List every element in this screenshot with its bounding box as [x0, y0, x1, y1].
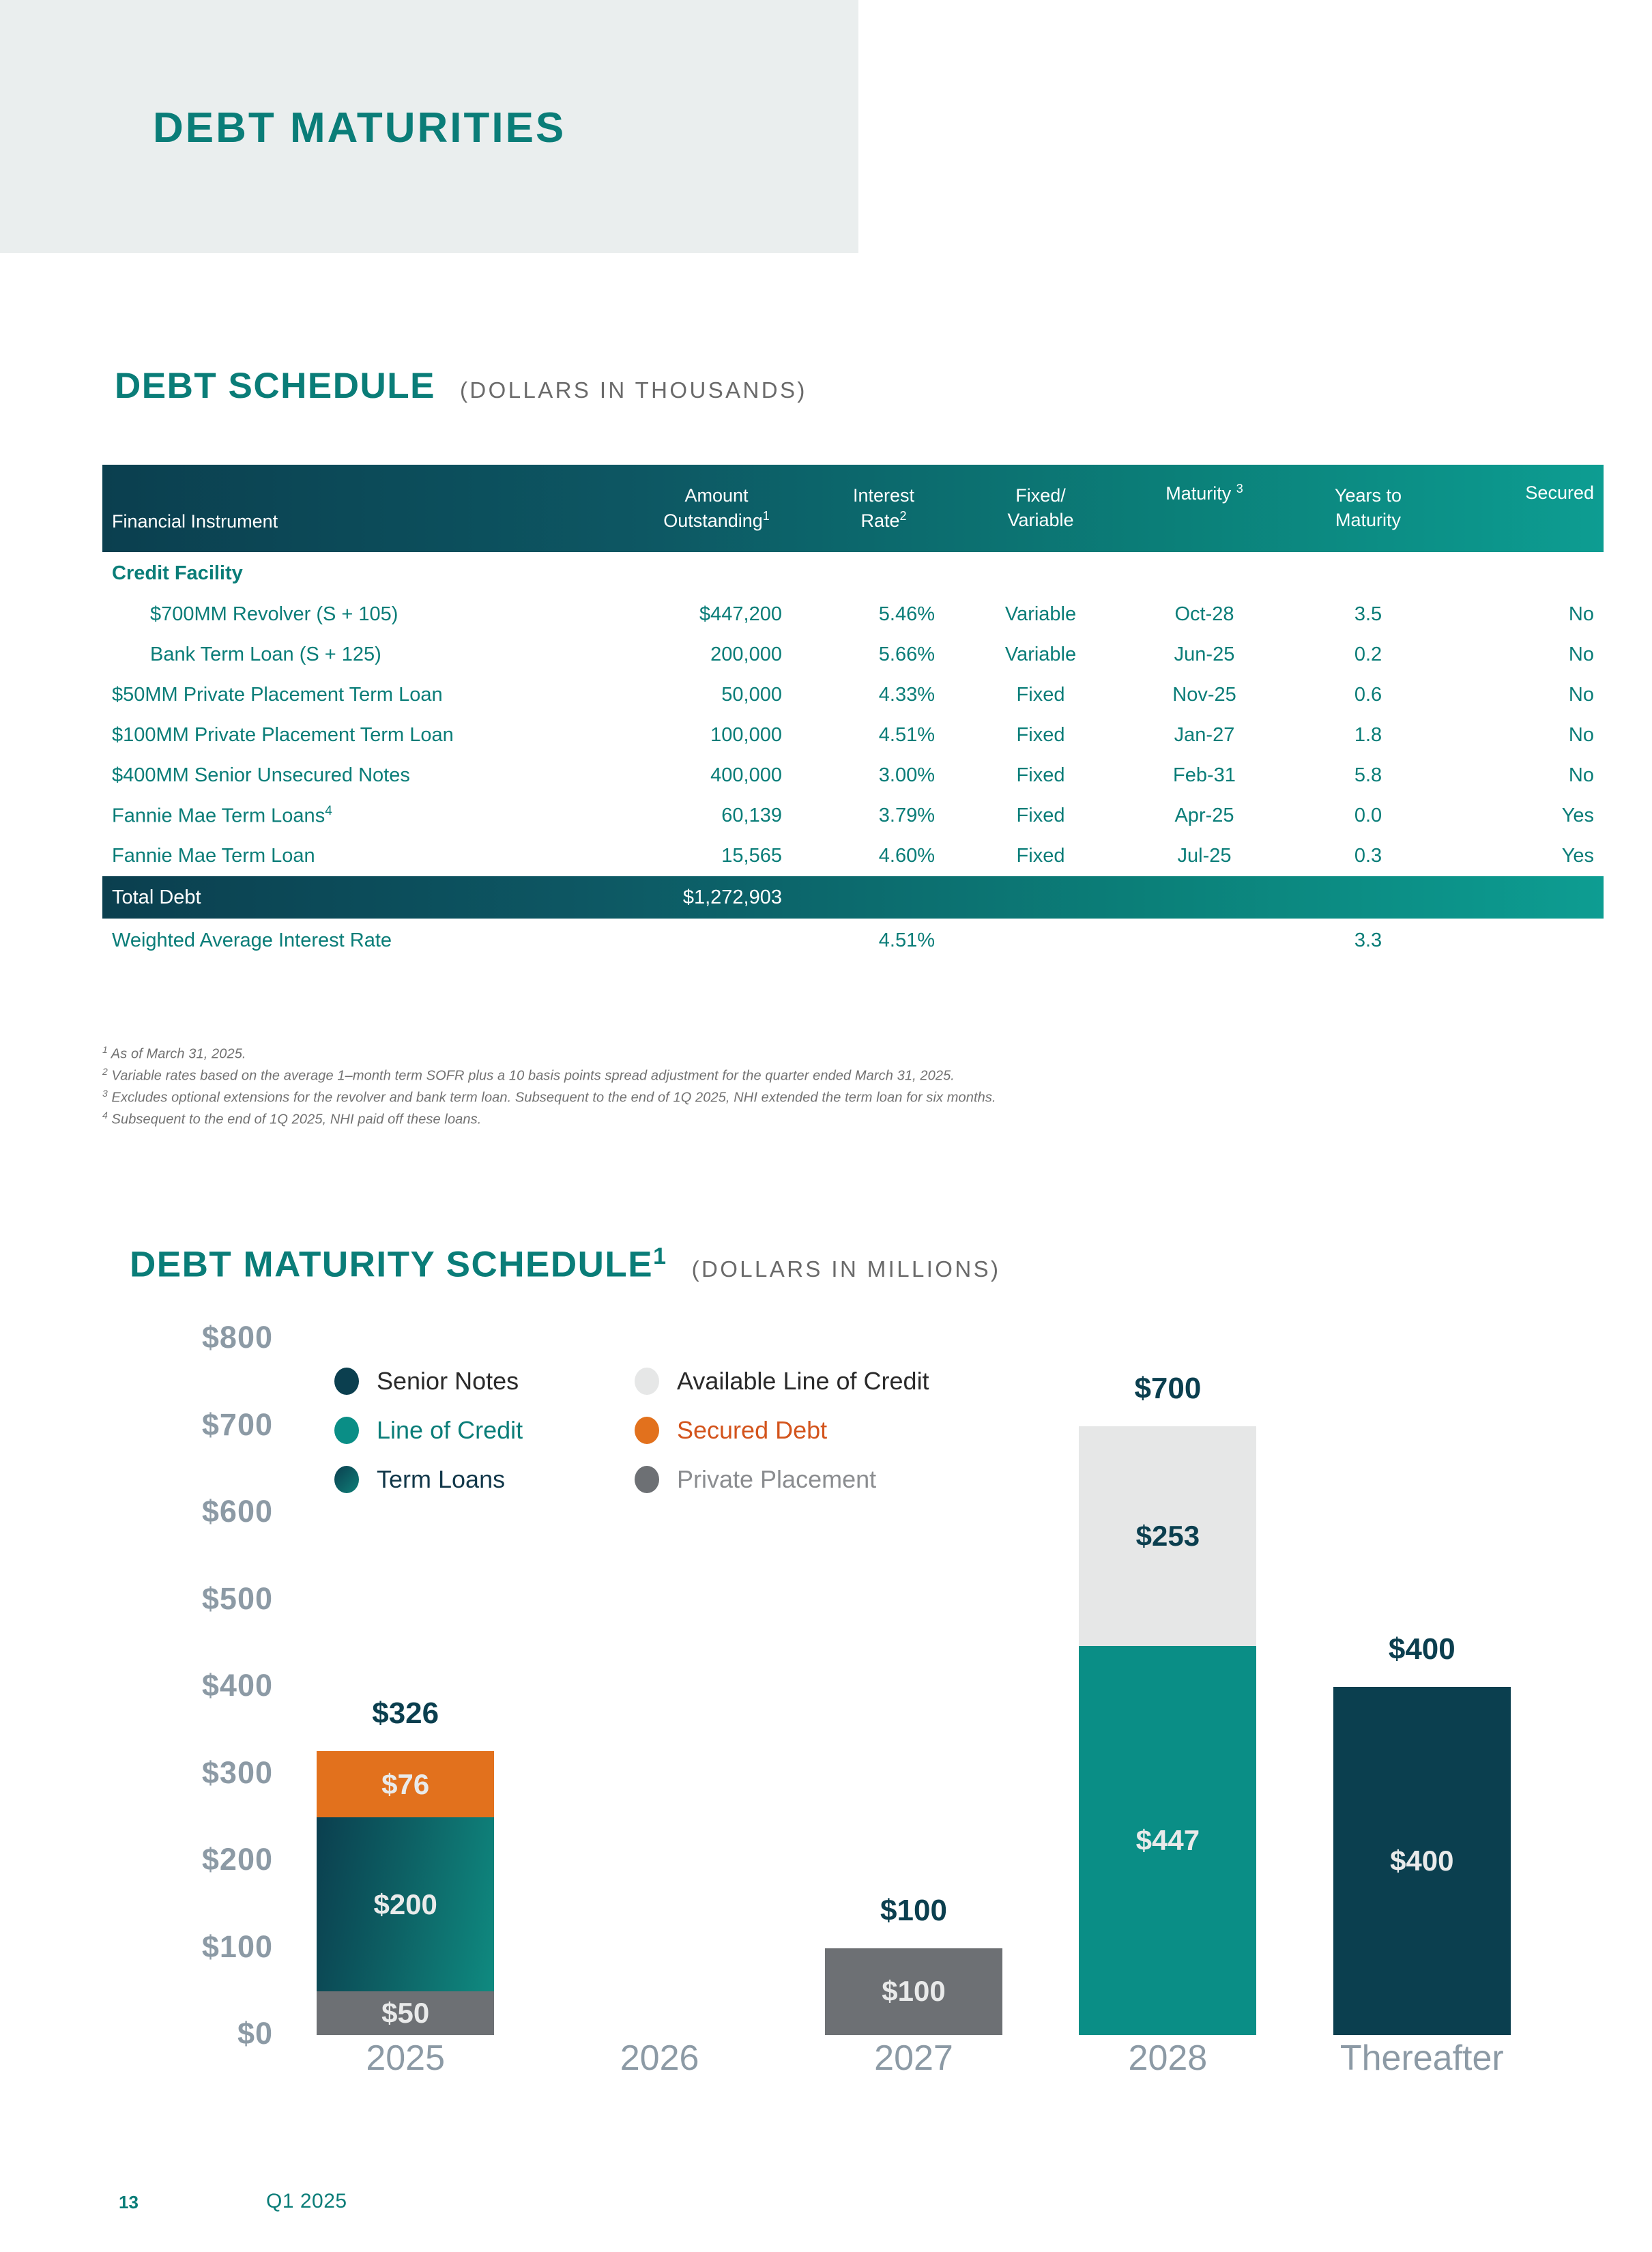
- title-band: [0, 0, 858, 253]
- cell-fixed-variable: Fixed: [1016, 805, 1065, 826]
- debt-maturity-units: (DOLLARS IN MILLIONS): [691, 1256, 1001, 1282]
- cell-years: 0.3: [1354, 845, 1382, 867]
- col-header-instrument: Financial Instrument: [112, 511, 278, 532]
- y-axis-tick: $600: [201, 1494, 273, 1529]
- bar-2025[interactable]: [317, 1751, 494, 2035]
- x-axis-tick-2026: 2026: [620, 2038, 699, 2078]
- cell-maturity: Nov-25: [1172, 684, 1236, 706]
- cell-fixed-variable: Fixed: [1016, 764, 1065, 786]
- debt-schedule-table: [102, 465, 1604, 962]
- cell-instrument: $50MM Private Placement Term Loan: [112, 684, 443, 706]
- x-axis-tick-2028: 2028: [1128, 2038, 1208, 2078]
- bar-segment-senior_notes: [1333, 1687, 1511, 2035]
- table-group-row: [102, 552, 1604, 594]
- debt-schedule-units: (DOLLARS IN THOUSANDS): [460, 377, 807, 403]
- col-header-secured: Secured: [1525, 482, 1594, 503]
- bar-segment-label: $50: [381, 1997, 430, 2030]
- cell-instrument: $400MM Senior Unsecured Notes: [112, 764, 410, 786]
- cell-rate: 3.79%: [878, 805, 935, 826]
- cell-years: 0.0: [1354, 805, 1382, 826]
- chart-y-axis: [102, 1320, 273, 2051]
- cell-maturity: Apr-25: [1174, 805, 1234, 826]
- bar-total-label-Thereafter: $400: [1388, 1632, 1455, 1666]
- cell-maturity: Jun-25: [1174, 644, 1235, 665]
- cell-secured: No: [1568, 644, 1594, 665]
- footnotes-block: [102, 1043, 1399, 1130]
- debt-maturity-title: DEBT MATURITY SCHEDULE$^1$: [130, 1243, 667, 1285]
- footer-page-number: 13: [119, 2192, 139, 2212]
- rate-footnote-ref: 2: [899, 508, 907, 523]
- cell-amount: 200,000: [710, 644, 782, 665]
- footnote-marker: 4: [102, 1110, 108, 1121]
- table-row: [102, 675, 1604, 715]
- bar-total-label-2028: $700: [1134, 1371, 1202, 1405]
- maturity-title-footnote-ref: 1: [653, 1243, 667, 1269]
- legend-label: Term Loans: [377, 1465, 506, 1493]
- cell-amount: $447,200: [699, 603, 782, 625]
- cell-rate: 4.33%: [878, 684, 935, 706]
- cell-amount: 50,000: [721, 684, 782, 706]
- cell-instrument: Fannie Mae Term Loans$^4$: [112, 804, 332, 827]
- bar-2027[interactable]: [825, 1948, 1002, 2036]
- footnote-marker: 3: [102, 1088, 108, 1099]
- maturity-footnote-ref: 3: [1236, 482, 1243, 495]
- table-row: [102, 836, 1604, 876]
- debt-maturity-chart: [102, 1320, 1549, 2102]
- y-axis-tick: $200: [201, 1842, 273, 1877]
- col-header-maturity: Maturity $^3$: [1165, 482, 1243, 504]
- total-label: Total Debt: [112, 886, 201, 908]
- bar-segment-line_of_credit: [1079, 1646, 1256, 2035]
- table-header: [102, 465, 1604, 552]
- footnote: $^3$ Excludes optional extensions for the revolver and bank term loan. Subsequent to the end of 1Q 2025, NHI extended the term loan for six months.: [102, 1088, 996, 1106]
- footer-period-label: Q1 2025: [266, 2190, 347, 2212]
- table-wavg-row: [102, 919, 1604, 962]
- debt-maturity-heading: [130, 1243, 1000, 1286]
- y-axis-tick: $0: [237, 2016, 273, 2051]
- cell-amount: 60,139: [721, 805, 782, 826]
- row-footnote-ref: 4: [325, 804, 332, 819]
- cell-maturity: Oct-28: [1174, 603, 1234, 625]
- cell-rate: 4.51%: [878, 724, 935, 746]
- table-total-row: [102, 876, 1604, 919]
- cell-years: 3.5: [1354, 603, 1382, 625]
- legend-label: Secured Debt: [677, 1416, 828, 1444]
- bar-segment-label: $76: [381, 1767, 430, 1800]
- bar-2028[interactable]: [1079, 1426, 1256, 2036]
- legend-label: Line of Credit: [377, 1416, 523, 1444]
- cell-years: 0.6: [1354, 684, 1382, 706]
- group-label: Credit Facility: [112, 562, 243, 584]
- bar-segment-label: $400: [1390, 1845, 1454, 1877]
- legend-label: Private Placement: [677, 1465, 877, 1493]
- cell-instrument: Bank Term Loan (S + 125): [150, 644, 381, 665]
- footnote: $^1$ As of March 31, 2025.: [102, 1044, 246, 1062]
- slide-title: DEBT MATURITIES: [153, 104, 566, 151]
- bar-segment-private_place: [317, 1991, 494, 2035]
- cell-instrument: $700MM Revolver (S + 105): [150, 603, 398, 625]
- bar-segment-label: $200: [373, 1888, 437, 1920]
- cell-maturity: Feb-31: [1173, 764, 1236, 786]
- col-header-years-to-maturity: Years to Maturity: [1334, 485, 1402, 530]
- footnote-marker: 2: [102, 1066, 108, 1078]
- cell-maturity: Jul-25: [1177, 845, 1232, 867]
- x-axis-tick-2025: 2025: [366, 2038, 446, 2078]
- cell-years: 1.8: [1354, 724, 1382, 746]
- cell-rate: 5.66%: [878, 644, 935, 665]
- table-row: [102, 796, 1604, 836]
- bar-segment-label: $447: [1135, 1824, 1200, 1857]
- y-axis-tick: $100: [201, 1929, 273, 1964]
- cell-amount: 100,000: [710, 724, 782, 746]
- y-axis-tick: $700: [201, 1406, 273, 1442]
- footnote: $^2$ Variable rates based on the average 1–month term SOFR plus a 10 basis points spread adjustment for the quarter ended March 31, 2025.: [102, 1066, 955, 1084]
- cell-secured: Yes: [1561, 805, 1594, 826]
- cell-fixed-variable: Fixed: [1016, 845, 1065, 867]
- y-axis-tick: $800: [201, 1320, 273, 1355]
- debt-schedule-heading: [115, 365, 807, 407]
- bar-segment-private_place: [825, 1948, 1002, 2036]
- table-header-row: [102, 465, 1604, 552]
- wavg-years: 3.3: [1354, 929, 1382, 951]
- cell-years: 0.2: [1354, 644, 1382, 665]
- cell-secured: Yes: [1561, 845, 1594, 867]
- cell-rate: 5.46%: [878, 603, 935, 625]
- y-axis-tick: $300: [201, 1755, 273, 1790]
- bar-segment-label: $100: [882, 1975, 946, 2008]
- chart-plot-area: [278, 1338, 1549, 2035]
- debt-schedule-title: DEBT SCHEDULE: [115, 366, 436, 406]
- cell-fixed-variable: Fixed: [1016, 724, 1065, 746]
- table-body: [102, 552, 1604, 962]
- cell-secured: No: [1568, 684, 1594, 706]
- y-axis-tick: $500: [201, 1580, 273, 1616]
- wavg-rate: 4.51%: [878, 929, 935, 951]
- bar-Thereafter[interactable]: [1333, 1687, 1511, 2035]
- cell-amount: 15,565: [721, 845, 782, 867]
- table-row: [102, 755, 1604, 796]
- footnote: $^4$ Subsequent to the end of 1Q 2025, NHI paid off these loans.: [102, 1110, 482, 1127]
- y-axis-tick: $400: [201, 1668, 273, 1703]
- table-row: [102, 594, 1604, 635]
- bar-total-label-2027: $100: [880, 1893, 947, 1927]
- table-row: [102, 715, 1604, 755]
- cell-instrument: Fannie Mae Term Loan: [112, 845, 315, 867]
- cell-secured: No: [1568, 764, 1594, 786]
- bar-segment-available_loc: [1079, 1426, 1256, 1647]
- cell-rate: 3.00%: [878, 764, 935, 786]
- bar-segment-term_loans: [317, 1817, 494, 1991]
- wavg-label: Weighted Average Interest Rate: [112, 929, 392, 951]
- col-header-fixed-variable: Fixed/ Variable: [1007, 485, 1074, 530]
- cell-years: 5.8: [1354, 764, 1382, 786]
- amount-footnote-ref: 1: [762, 508, 770, 523]
- cell-instrument: $100MM Private Placement Term Loan: [112, 724, 454, 746]
- cell-fixed-variable: Fixed: [1016, 684, 1065, 706]
- bar-segment-secured_debt: [317, 1751, 494, 1817]
- cell-secured: No: [1568, 724, 1594, 746]
- legend-label: Available Line of Credit: [677, 1367, 929, 1395]
- bar-segment-label: $253: [1135, 1519, 1200, 1552]
- total-amount: $1,272,903: [682, 886, 782, 908]
- chart-x-axis: [278, 2038, 1549, 2099]
- col-header-interest-rate: Interest Rate$^2$: [852, 485, 915, 531]
- cell-fixed-variable: Variable: [1004, 603, 1077, 625]
- table-row: [102, 635, 1604, 675]
- col-header-amount: Amount Outstanding$^1$: [663, 485, 770, 531]
- cell-amount: 400,000: [710, 764, 782, 786]
- cell-secured: No: [1568, 603, 1594, 625]
- cell-fixed-variable: Variable: [1004, 644, 1077, 665]
- cell-rate: 4.60%: [878, 845, 935, 867]
- footnote-marker: 1: [102, 1044, 108, 1055]
- cell-maturity: Jan-27: [1174, 724, 1235, 746]
- bar-total-label-2025: $326: [372, 1697, 439, 1731]
- x-axis-tick-Thereafter: Thereafter: [1339, 2038, 1504, 2078]
- legend-label: Senior Notes: [377, 1367, 519, 1395]
- x-axis-tick-2027: 2027: [874, 2038, 953, 2078]
